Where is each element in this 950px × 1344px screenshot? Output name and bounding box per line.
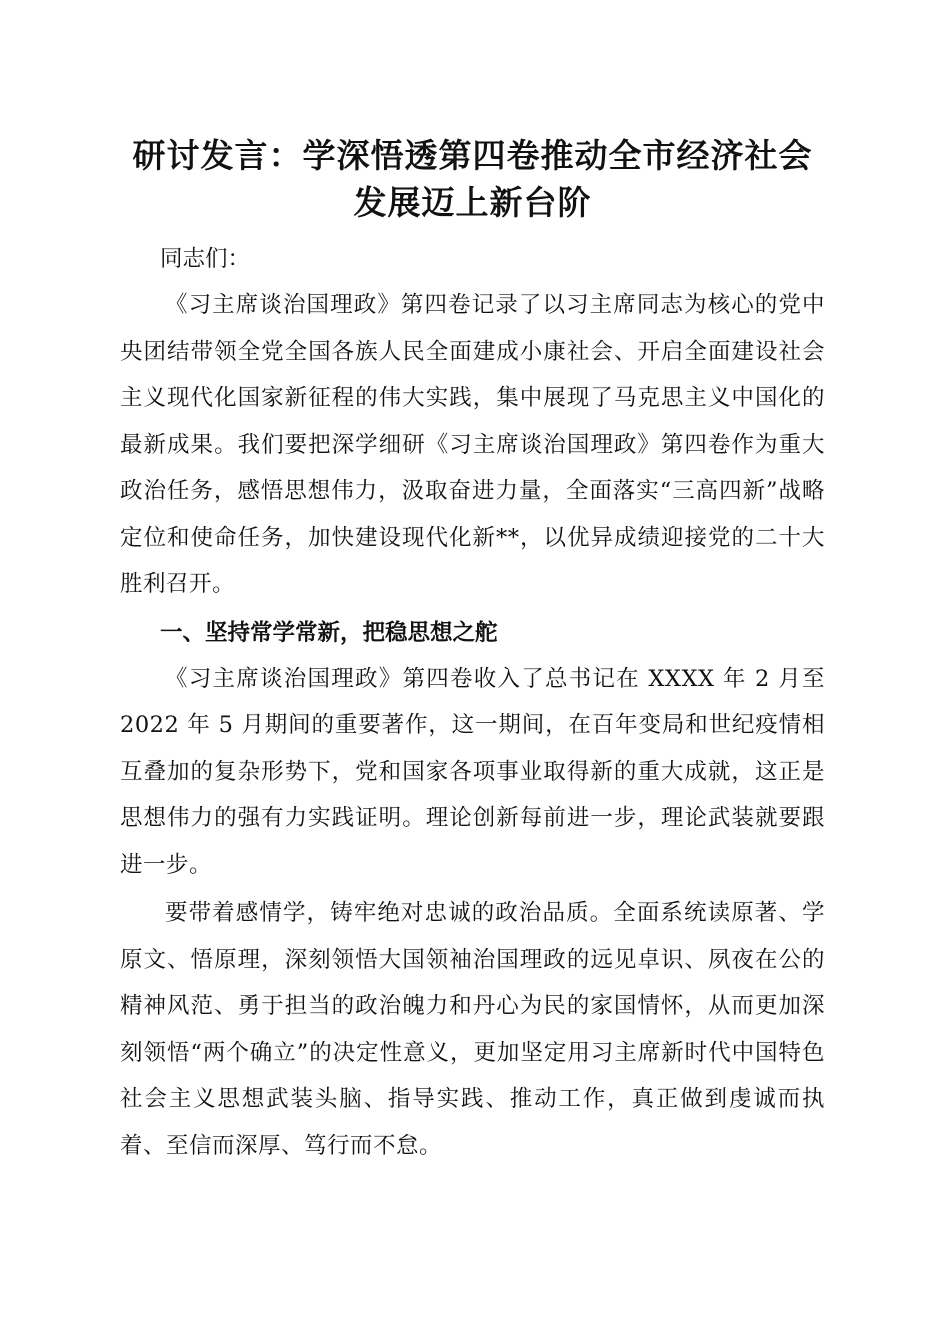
section-1-paragraph-2: 要带着感情学，铸牢绝对忠诚的政治品质。全面系统读原著、学原文、悟原理，深刻领悟大国领袖治国理政的远见卓识、夙夜在公的精神风范、勇于担当的政治魄力和丹心为民的家国情怀，从而更加深刻领悟“两个确立”的决定性意义，更加坚定用习主席新时代中国特色社会主义思想武装头脑、指导实践、推动工作，真正做到虔诚而执着、至信而深厚、笃行而不怠。 — [120, 900, 825, 1159]
intro-paragraph: 《习主席谈治国理政》第四卷记录了以习主席同志为核心的党中央团结带领全党全国各族人民全面建成小康社会、开启全面建设社会主义现代化国家新征程的伟大实践，集中展现了马克思主义中国化的最新成果。我们要把深学细研《习主席谈治国理政》第四卷作为重大政治任务，感悟思想伟力，汲取奋进力量，全面落实“三高四新”战略定位和使命任务，加快建设现代化新**，以优异成绩迎接党的二十大胜利召开。 — [120, 292, 825, 597]
document-title-line-1: 研讨发言：学深悟透第四卷推动全市经济社会 — [132, 136, 813, 175]
document-title — [120, 132, 825, 226]
document-page — [120, 132, 825, 1169]
section-heading-1: 一、坚持常学常新，把稳思想之舵 — [160, 619, 498, 646]
document-title-line-2: 发展迈上新台阶 — [353, 183, 592, 222]
section-1-paragraph-1: 《习主席谈治国理政》第四卷收入了总书记在 XXXX 年 2 月至 2022 年 5 月期间的重要著作，这一期间，在百年变局和世纪疫情相互叠加的复杂形势下，党和国家各项事业取得新的重大成就，这正是思想伟力的强有力实践证明。理论创新每前进一步，理论武装就要跟进一步。 — [120, 665, 825, 878]
salutation: 同志们： — [160, 246, 251, 272]
